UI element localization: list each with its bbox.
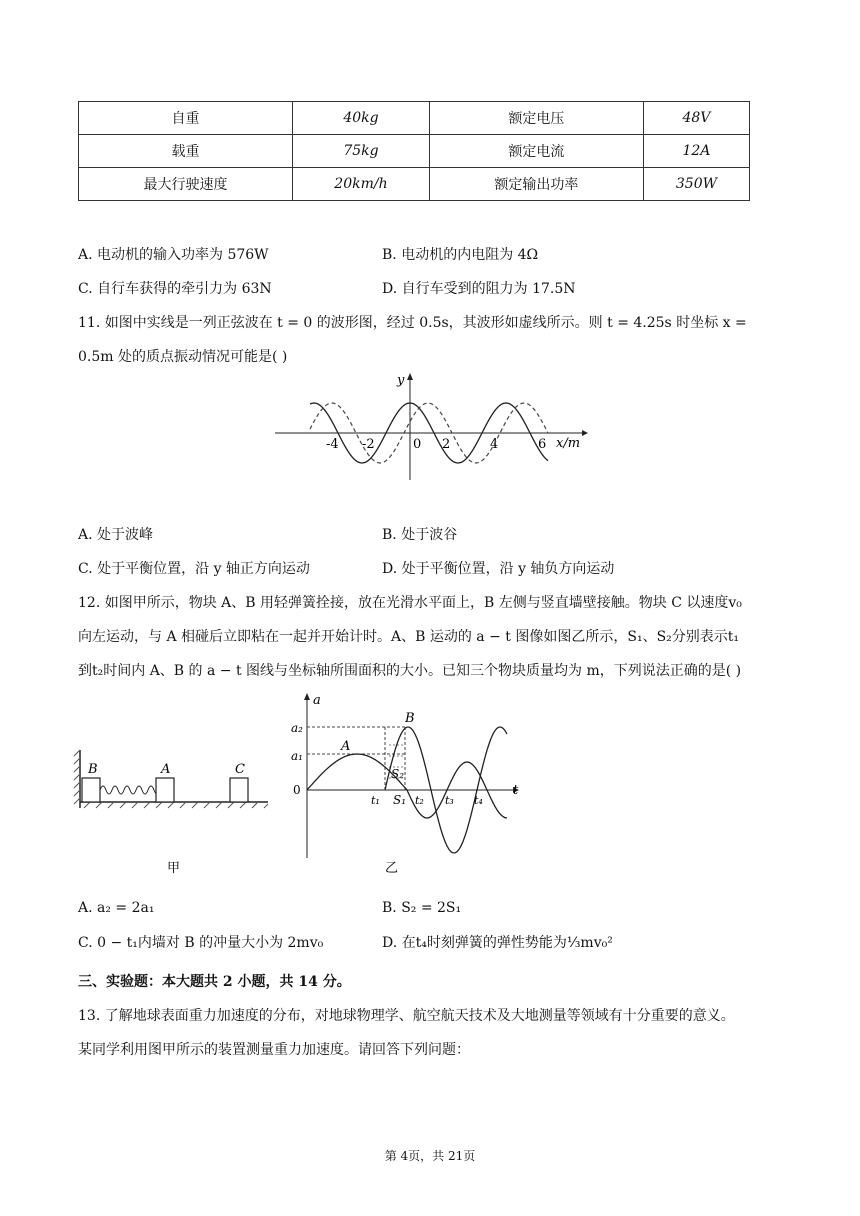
block-b-label: B <box>88 762 98 777</box>
tick-label: -4 <box>326 437 339 452</box>
origin-label: 0 <box>293 783 301 797</box>
table-cell: 最大行驶速度 <box>79 168 293 201</box>
s1-label: S₁ <box>393 793 407 807</box>
q13-stem-line2: 某同学利用图甲所示的装置测量重力加速度。请回答下列问题： <box>78 1042 470 1058</box>
q11-stem-line2: 0.5m 处的质点振动情况可能是( ) <box>78 349 288 365</box>
figure-yi-caption: 乙 <box>385 861 399 876</box>
table-cell: 40kg <box>293 102 430 135</box>
q10-option-b: B. 电动机的内电阻为 4Ω <box>382 247 539 263</box>
q12-option-d: D. 在t₄时刻弹簧的弹性势能为⅓mv₀² <box>382 935 613 951</box>
block-a <box>156 778 174 802</box>
figure-jia <box>70 740 280 880</box>
tick-label: 2 <box>442 437 451 452</box>
q12-stem-line1: 12. 如图甲所示，物块 A、B 用轻弹簧拴接，放在光滑水平面上，B 左侧与竖直墙壁接触。物块 C 以速度v₀ <box>78 595 742 611</box>
spec-table <box>78 101 750 201</box>
table-row <box>79 102 750 135</box>
curve-a-label: A <box>341 739 351 754</box>
block-c <box>230 778 248 802</box>
q12-stem-line2: 向左运动，与 A 相碰后立即粘在一起并开始计时。A、B 运动的 a − t 图像如图乙所示，S₁、S₂分别表示t₁ <box>78 629 740 645</box>
table-row <box>79 168 750 201</box>
q11-stem-line1: 11. 如图中实线是一列正弦波在 t = 0 的波形图，经过 0.5s，其波形如虚线所示。则 t = 4.25s 时坐标 x = <box>78 315 747 331</box>
block-a-label: A <box>161 762 171 777</box>
a2-label: a₂ <box>291 721 303 735</box>
table-cell: 额定电压 <box>429 102 643 135</box>
q11-option-d: D. 处于平衡位置，沿 y 轴负方向运动 <box>382 561 615 577</box>
q10-option-d: D. 自行车受到的阻力为 17.5N <box>382 281 576 297</box>
table-cell: 额定电流 <box>429 135 643 168</box>
t3-label: t₃ <box>445 794 454 807</box>
q12-option-b: B. S₂ = 2S₁ <box>382 900 462 916</box>
q10-option-a: A. 电动机的输入功率为 576W <box>78 247 269 263</box>
table-row <box>79 135 750 168</box>
t4-label: t₄ <box>474 794 483 807</box>
q11-option-a: A. 处于波峰 <box>78 527 154 543</box>
curve-a <box>307 754 507 818</box>
x-axis-label: x/m <box>556 436 581 451</box>
q13-stem-line1: 13. 了解地球表面重力加速度的分布，对地球物理学、航空航天技术及大地测量等领域有十分重要的意义。 <box>78 1008 735 1024</box>
block-c-label: C <box>235 762 245 777</box>
figure-jia-caption: 甲 <box>167 861 181 876</box>
tick-label: 4 <box>490 437 499 452</box>
wave-graph <box>270 370 590 485</box>
tick-label: 6 <box>538 437 547 452</box>
t2-label: t₂ <box>415 794 424 807</box>
q10-option-c: C. 自行车获得的牵引力为 63N <box>78 281 272 297</box>
q11-option-c: C. 处于平衡位置，沿 y 轴正方向运动 <box>78 561 310 577</box>
q12-option-c: C. 0 − t₁内墙对 B 的冲量大小为 2mv₀ <box>78 935 324 951</box>
tick-label: -2 <box>362 437 375 452</box>
table-cell: 载重 <box>79 135 293 168</box>
table-cell: 48V <box>643 102 749 135</box>
table-cell: 12A <box>643 135 749 168</box>
a1-label: a₁ <box>291 749 303 763</box>
q11-option-b: B. 处于波谷 <box>382 527 458 543</box>
figure-yi <box>285 690 525 880</box>
table-cell: 自重 <box>79 102 293 135</box>
tick-label: 0 <box>413 437 422 452</box>
curve-b-label: B <box>405 711 415 726</box>
page-footer: 第 4页，共 21页 <box>384 1149 476 1163</box>
a-axis-label: a <box>313 693 321 708</box>
t-axis-label: t <box>513 783 519 798</box>
q12-stem-line3: 到t₂时间内 A、B 的 a − t 图线与坐标轴所围面积的大小。已知三个物块质量均为 m，下列说法正确的是( ) <box>78 663 742 679</box>
table-cell: 350W <box>643 168 749 201</box>
section-heading: 三、实验题：本大题共 2 小题，共 14 分。 <box>78 974 351 990</box>
table-cell: 75kg <box>293 135 430 168</box>
t1-label: t₁ <box>371 794 380 807</box>
y-axis-label: y <box>397 373 405 388</box>
block-b <box>82 778 100 802</box>
spring <box>100 786 164 794</box>
q12-option-a: A. a₂ = 2a₁ <box>78 900 155 916</box>
table-cell: 额定输出功率 <box>429 168 643 201</box>
s2-label: S₂ <box>391 767 405 781</box>
table-cell: 20km/h <box>293 168 430 201</box>
